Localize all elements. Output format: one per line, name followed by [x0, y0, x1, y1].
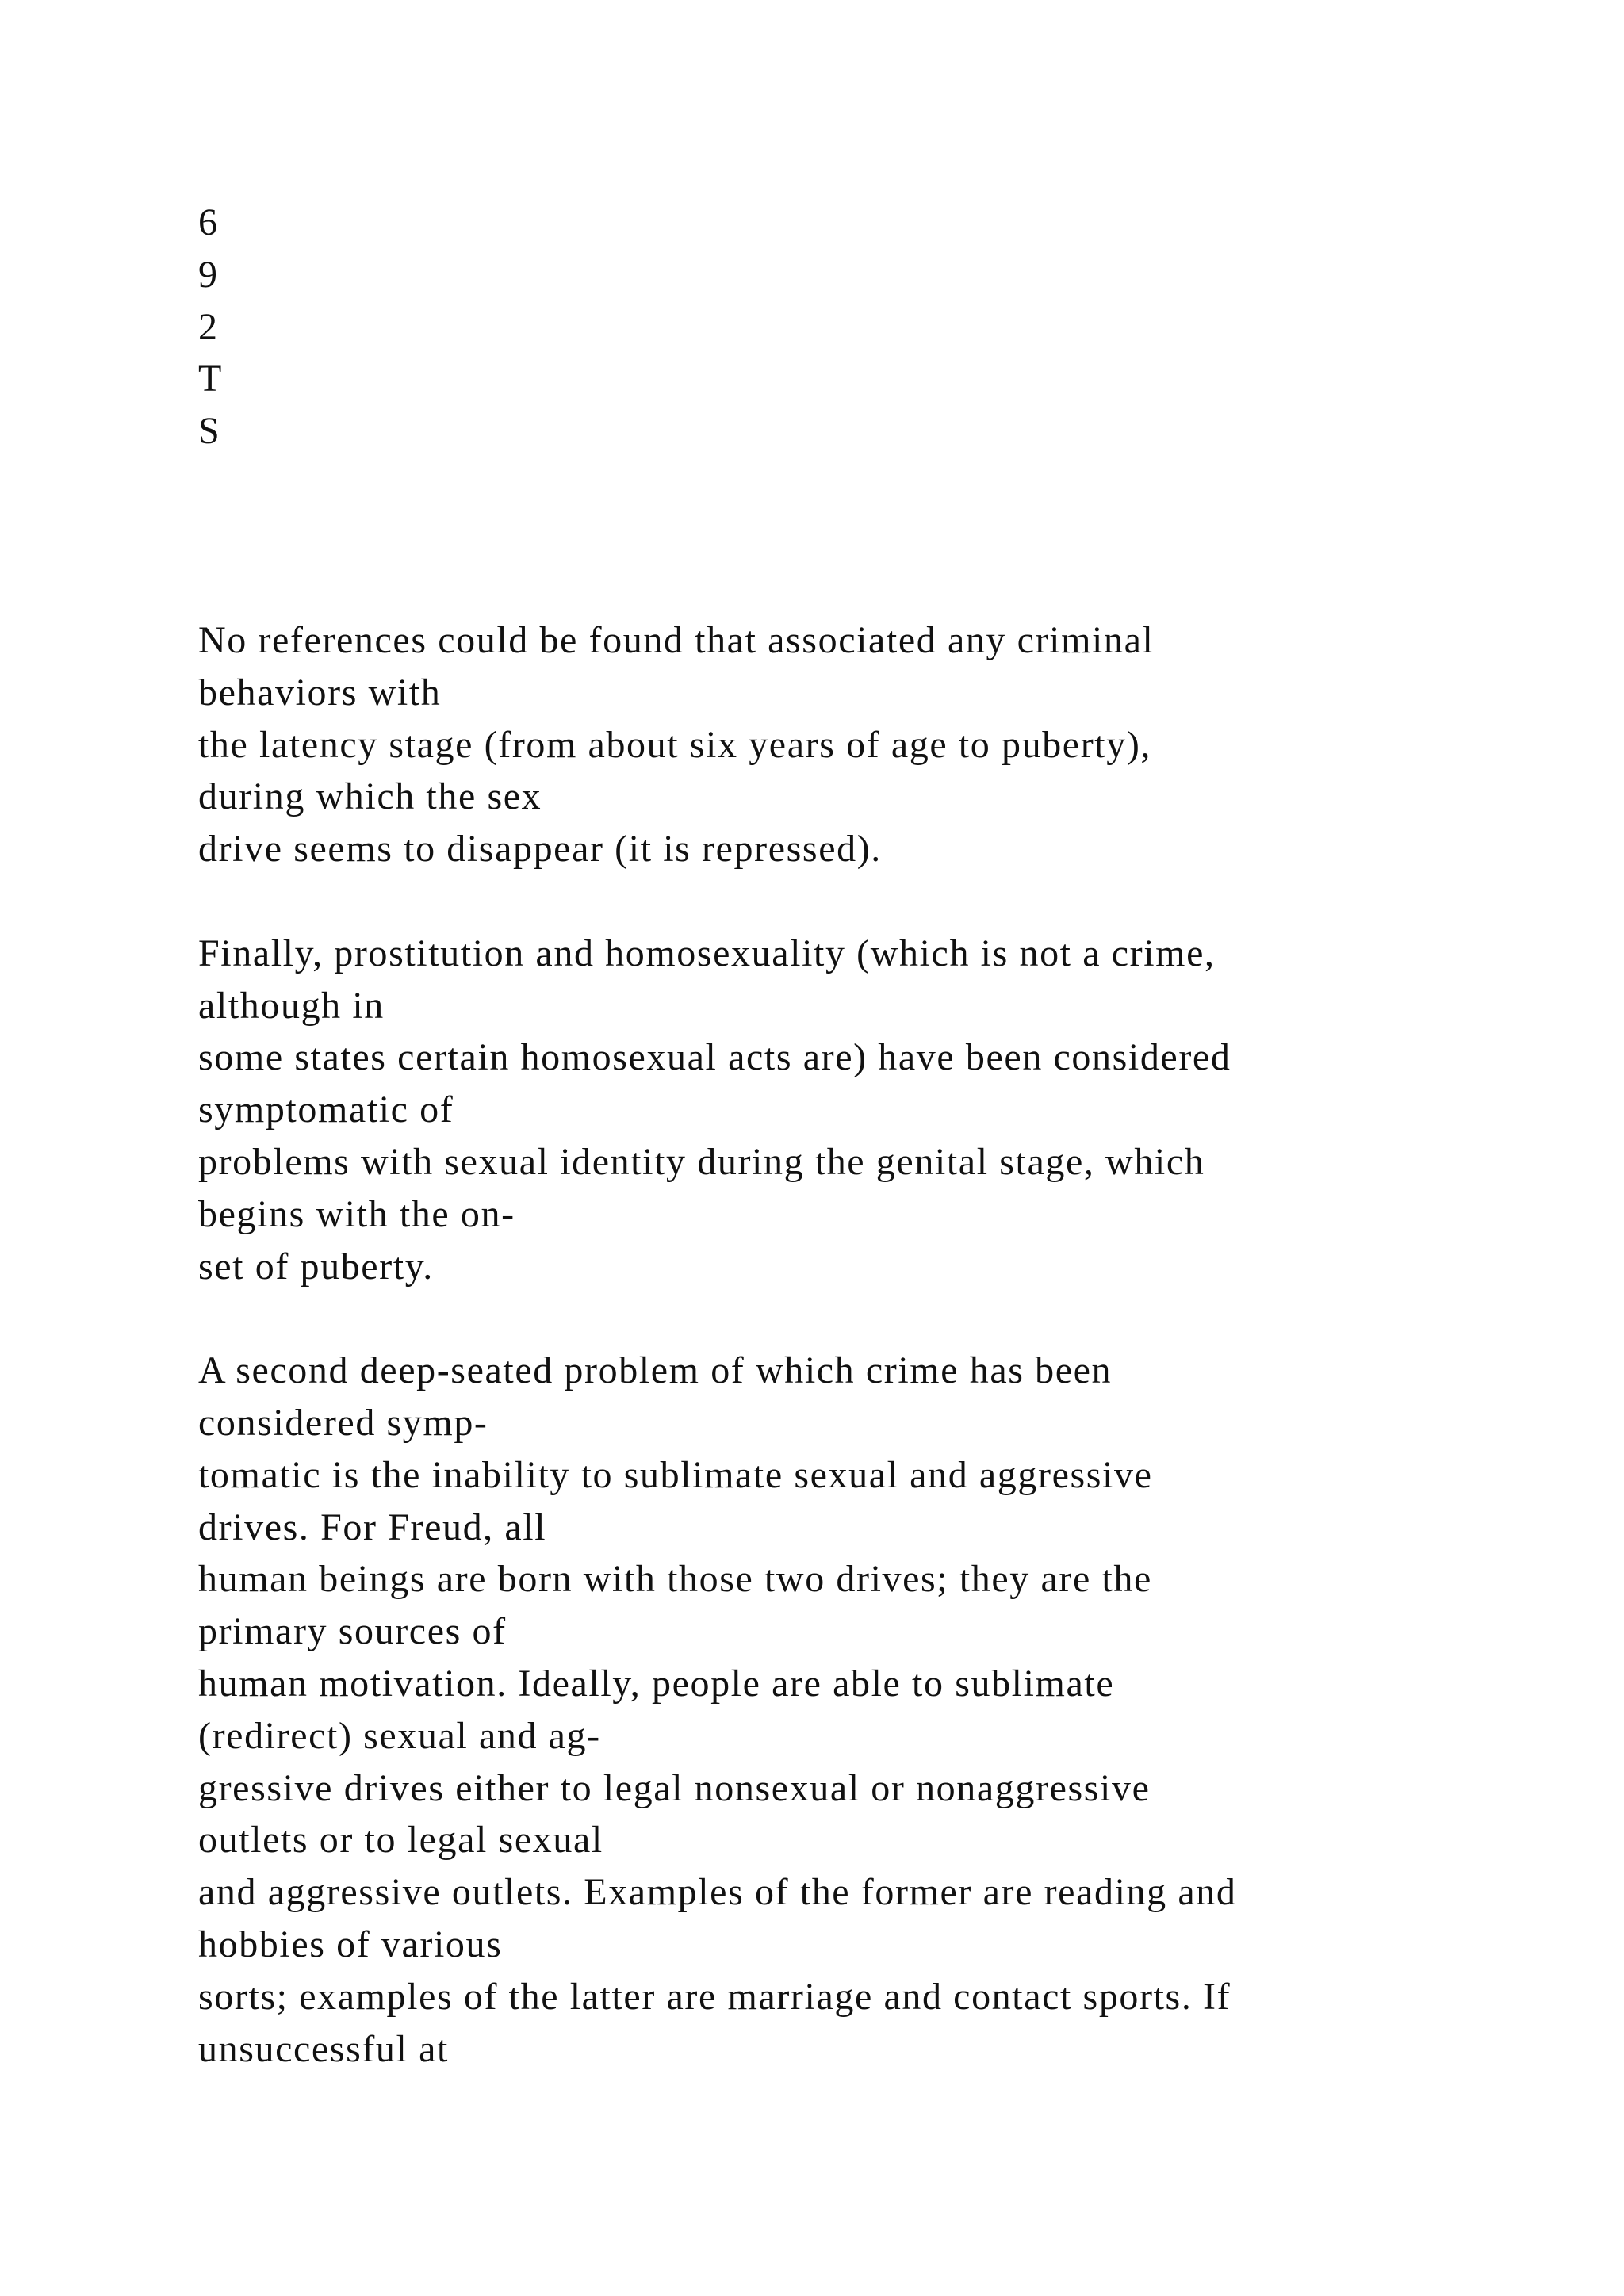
text-line: sorts; examples of the latter are marriage and contact sports. If — [198, 1975, 1231, 2018]
text-line: (redirect) sexual and ag- — [198, 1714, 601, 1757]
text-line: A second deep-seated problem of which crime has been — [198, 1349, 1113, 1392]
text-line: hobbies of various — [198, 1923, 503, 1965]
text-line: and aggressive outlets. Examples of the former are reading and — [198, 1871, 1237, 1914]
page-number-vertical — [198, 197, 223, 457]
text-line: human motivation. Ideally, people are able to sublimate — [198, 1662, 1115, 1705]
text-line: although in — [198, 984, 385, 1027]
paragraph-3 — [198, 1345, 1236, 2075]
text-line: outlets or to legal sexual — [198, 1819, 603, 1862]
paragraph-2 — [198, 928, 1236, 1293]
text-line: some states certain homosexual acts are) have been considered — [198, 1036, 1231, 1079]
text-line: Finally, prostitution and homosexuality (which is not a crime, — [198, 932, 1216, 974]
header-char: T — [198, 358, 223, 400]
header-char: 2 — [198, 305, 219, 348]
text-line: considered symp- — [198, 1401, 488, 1444]
text-line: symptomatic of — [198, 1089, 454, 1131]
text-line: problems with sexual identity during the genital stage, which — [198, 1140, 1205, 1183]
text-line: primary sources of — [198, 1610, 507, 1653]
paragraph-1 — [198, 614, 1236, 875]
text-line: drive seems to disappear (it is repressed). — [198, 828, 882, 871]
text-line: behaviors with — [198, 671, 442, 714]
body-text — [198, 614, 1236, 2075]
text-line: No references could be found that associated any criminal — [198, 619, 1155, 661]
text-line: tomatic is the inability to sublimate sexual and aggressive — [198, 1453, 1153, 1496]
header-char: 6 — [198, 201, 219, 243]
header-char: 9 — [198, 253, 219, 296]
paragraph-gap — [198, 1292, 1236, 1345]
text-line: gressive drives either to legal nonsexual or nonaggressive — [198, 1766, 1151, 1809]
text-line: human beings are born with those two drives; they are the — [198, 1558, 1152, 1601]
paragraph-gap — [198, 875, 1236, 928]
text-line: unsuccessful at — [198, 2027, 449, 2070]
text-line: set of puberty. — [198, 1245, 434, 1288]
header-char: S — [198, 410, 221, 453]
text-line: the latency stage (from about six years of age to puberty), — [198, 723, 1152, 766]
text-line: during which the sex — [198, 775, 542, 818]
text-line: drives. For Freud, all — [198, 1506, 547, 1548]
text-line: begins with the on- — [198, 1192, 515, 1235]
